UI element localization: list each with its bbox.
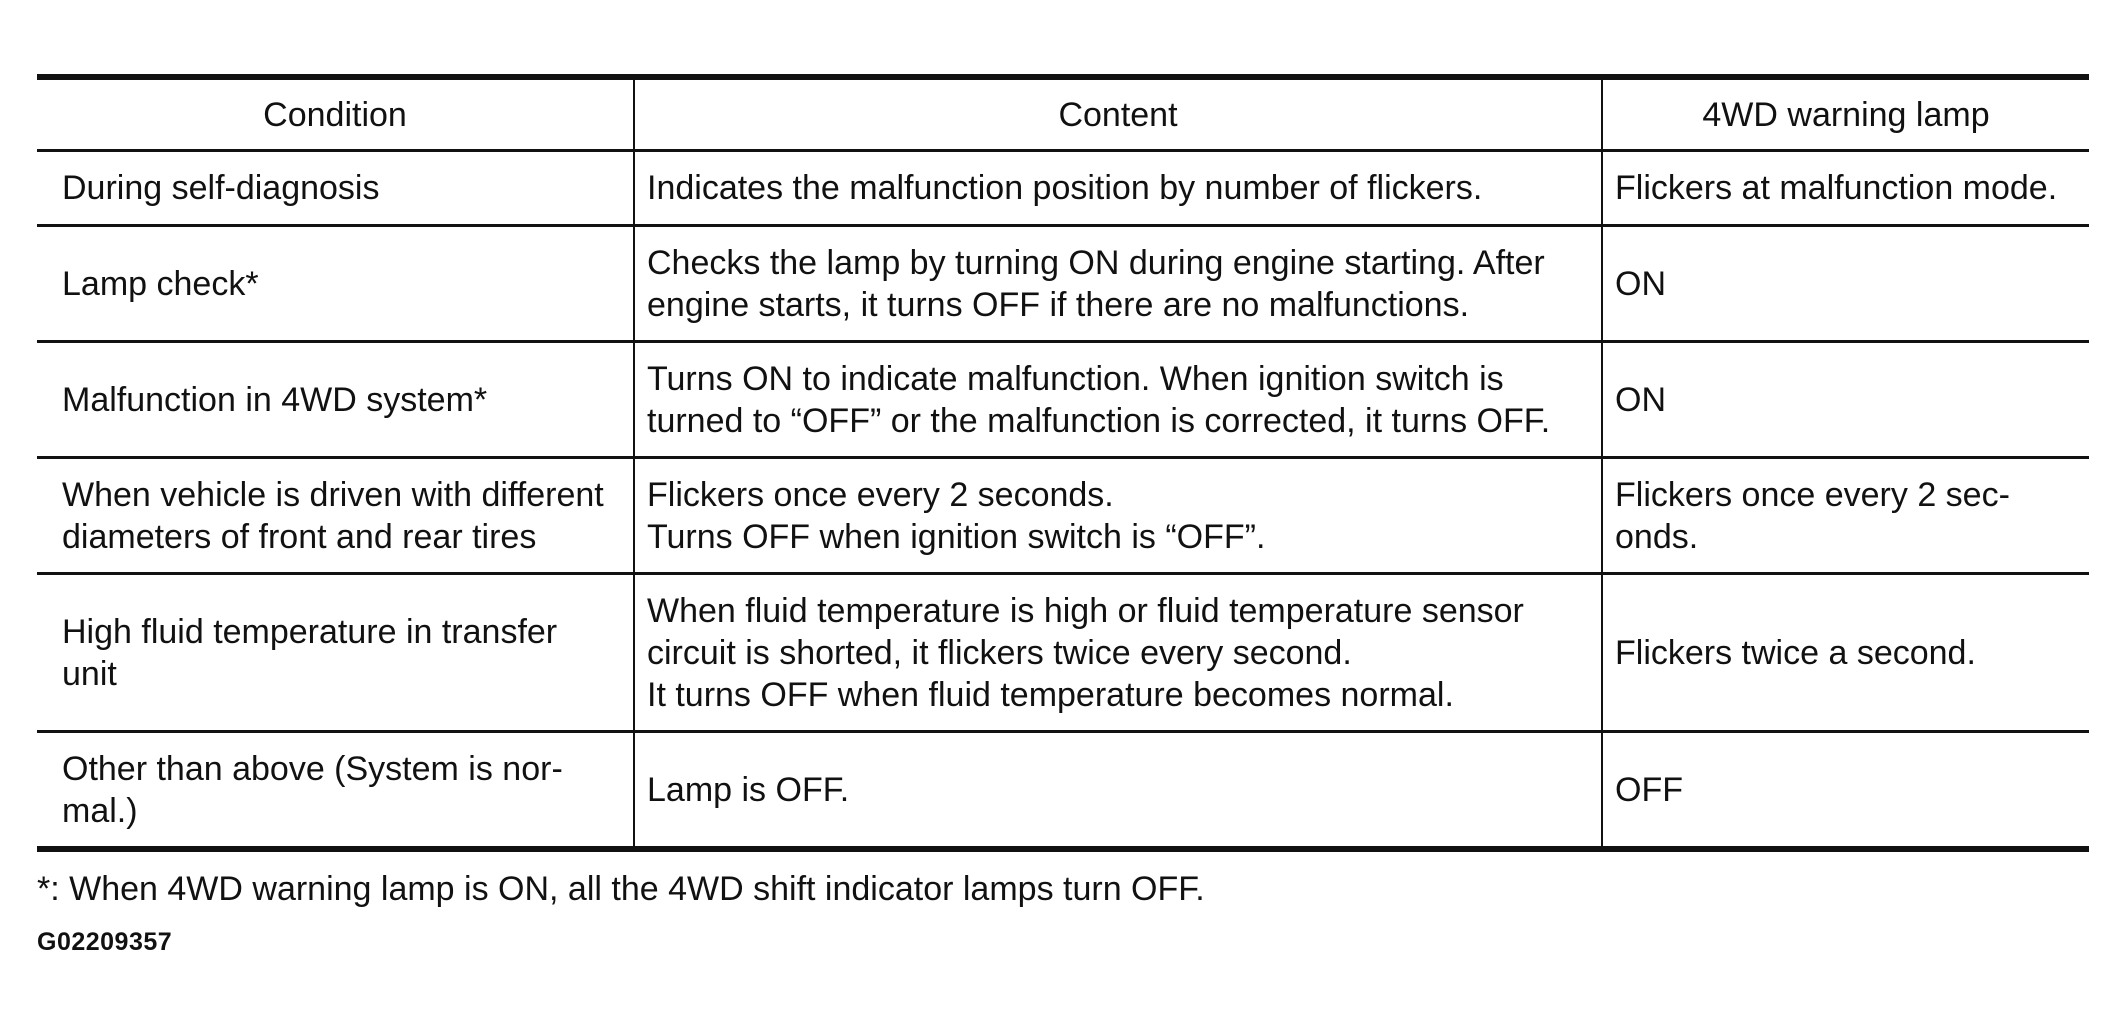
- lamp-cell: ON: [1602, 226, 2089, 342]
- lamp-cell: Flickers twice a second.: [1602, 574, 2089, 732]
- condition-cell: During self-diagnosis: [37, 151, 634, 226]
- condition-cell: Malfunction in 4WD system*: [37, 342, 634, 458]
- lamp-cell: ON: [1602, 342, 2089, 458]
- content-cell: Lamp is OFF.: [634, 732, 1602, 850]
- condition-cell: High fluid temperature in transfer unit: [37, 574, 634, 732]
- table-row: [37, 732, 2089, 850]
- content-cell: Indicates the malfunction position by number of flickers.: [634, 151, 1602, 226]
- condition-cell: Other than above (System is nor- mal.): [37, 732, 634, 850]
- table-header-row: [37, 77, 2089, 151]
- table-row: [37, 458, 2089, 574]
- footnote: *: When 4WD warning lamp is ON, all the 4WD shift indicator lamps turn OFF.: [37, 870, 1205, 908]
- document: [37, 74, 2089, 957]
- lamp-cell: Flickers once every 2 sec- onds.: [1602, 458, 2089, 574]
- figure-id: G02209357: [37, 928, 173, 956]
- table-row: [37, 342, 2089, 458]
- condition-cell: Lamp check*: [37, 226, 634, 342]
- table-row: [37, 574, 2089, 732]
- content-cell: When fluid temperature is high or fluid temperature sensor circuit is shorted, it flickers twice every second. It turns OFF when fluid temperature becomes normal.: [634, 574, 1602, 732]
- content-cell: Checks the lamp by turning ON during engine starting. After engine starts, it turns OFF if there are no malfunctions.: [634, 226, 1602, 342]
- lamp-cell: OFF: [1602, 732, 2089, 850]
- header-condition: Condition: [37, 77, 634, 151]
- header-4wd-warning-lamp: 4WD warning lamp: [1602, 77, 2089, 151]
- table-row: [37, 151, 2089, 226]
- content-cell: Flickers once every 2 seconds. Turns OFF when ignition switch is “OFF”.: [634, 458, 1602, 574]
- warning-lamp-table: [37, 74, 2089, 852]
- content-cell: Turns ON to indicate malfunction. When ignition switch is turned to “OFF” or the malfunction is corrected, it turns OFF.: [634, 342, 1602, 458]
- table-row: [37, 226, 2089, 342]
- lamp-cell: Flickers at malfunction mode.: [1602, 151, 2089, 226]
- header-content: Content: [634, 77, 1602, 151]
- condition-cell: When vehicle is driven with different diameters of front and rear tires: [37, 458, 634, 574]
